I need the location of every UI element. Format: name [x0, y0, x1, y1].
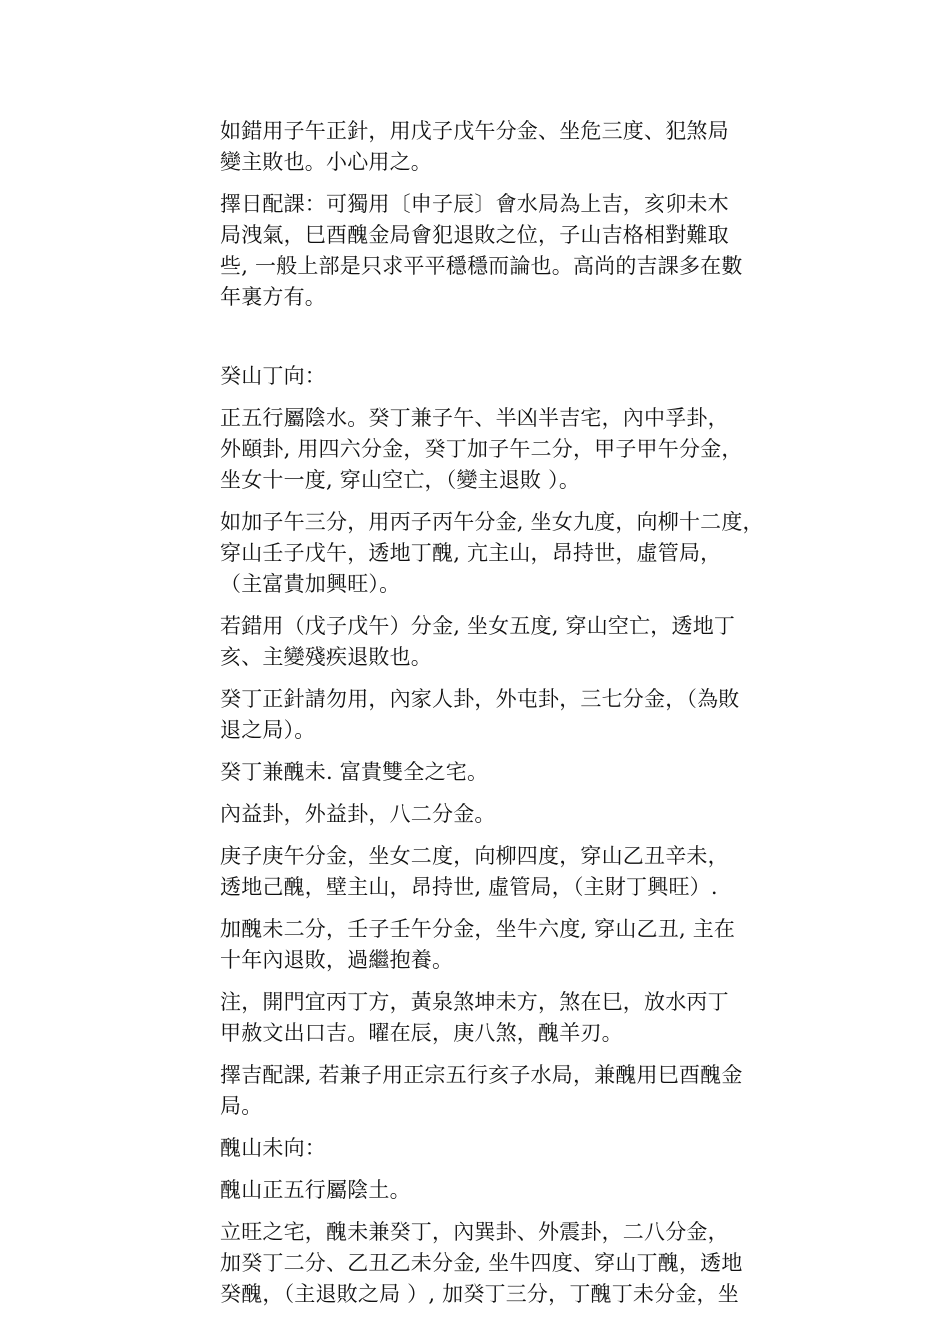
paragraph-10 — [220, 841, 820, 903]
section-heading-gui-shan — [220, 361, 820, 392]
paragraph-4 — [220, 403, 820, 496]
text-line: 癸丁兼醜未. 富貴雙全之宅。 — [220, 760, 489, 784]
text-line: 內益卦，外益卦，八二分金。 — [220, 802, 496, 826]
paragraph-1 — [220, 116, 820, 178]
text-line: 退之局）。 — [220, 718, 316, 742]
paragraph-11 — [220, 914, 820, 976]
text-line: 擇日配課：可獨用〔申子辰〕會水局為上吉，亥卯未木 — [220, 192, 729, 216]
paragraph-9 — [220, 799, 820, 830]
text-line: 癸山丁向： — [220, 364, 326, 388]
text-line: 些, 一般上部是只求平平穩穩而論也。高尚的吉課多在數 — [220, 254, 743, 278]
paragraph-2 — [220, 189, 820, 313]
text-line: 若錯用（戊子戊午）分金, 坐女五度, 穿山空亡，透地丁 — [220, 614, 736, 638]
paragraph-7 — [220, 684, 820, 746]
text-line: 亥、主變殘疾退敗也。 — [220, 645, 432, 669]
text-line: 坐女十一度, 穿山空亡，（變主退敗 ）。 — [220, 468, 581, 492]
text-line: 立旺之宅，醜未兼癸丁，內巽卦、外震卦，二八分金， — [220, 1220, 729, 1244]
paragraph-12 — [220, 987, 820, 1049]
text-line: 加癸丁二分、乙丑乙未分金, 坐牛四度、穿山丁醜，透地 — [220, 1251, 743, 1275]
paragraph-13 — [220, 1060, 820, 1122]
text-line: 如錯用子午正針，用戊子戊午分金、坐危三度、犯煞局 — [220, 119, 729, 143]
text-line: 癸丁正針請勿用，內家人卦，外屯卦，三七分金，（為敗 — [220, 687, 740, 711]
text-line: 局。 — [220, 1094, 263, 1118]
text-line: 穿山壬子戊午，透地丁醜, 亢主山，昂持世，虛管局， — [220, 541, 722, 565]
text-line: （主富貴加興旺）。 — [220, 572, 401, 596]
text-line: 年裏方有。 — [220, 285, 326, 309]
text-line: 癸醜，（主退敗之局 ）, 加癸丁三分，丁醜丁未分金，坐 — [220, 1282, 739, 1306]
text-line: 注，開門宜丙丁方，黃泉煞坤未方，煞在巳，放水丙丁 — [220, 990, 729, 1014]
text-line: 如加子午三分，用丙子丙午分金, 坐女九度，向柳十二度， — [220, 510, 764, 534]
paragraph-16 — [220, 1217, 820, 1310]
text-line: 十年內退敗，過繼抱養。 — [220, 948, 454, 972]
text-line: 局洩氣，巳酉醜金局會犯退敗之位，子山吉格相對難取 — [220, 223, 729, 247]
text-line: 正五行屬陰水。癸丁兼子午、半凶半吉宅，內中孚卦， — [220, 406, 729, 430]
paragraph-5 — [220, 507, 820, 600]
section-spacer — [220, 324, 820, 361]
text-line: 甲赦文出口吉。曜在辰，庚八煞，醜羊刃。 — [220, 1021, 623, 1045]
paragraph-8 — [220, 757, 820, 788]
text-line: 擇吉配課, 若兼子用正宗五行亥子水局，兼醜用巳酉醜金 — [220, 1063, 743, 1087]
text-line: 醜山正五行屬陰土。 — [220, 1178, 411, 1202]
text-line: 加醜未二分，壬子壬午分金，坐牛六度, 穿山乙丑, 主在 — [220, 917, 736, 941]
section-heading-chou-shan — [220, 1133, 820, 1164]
text-line: 庚子庚午分金，坐女二度，向柳四度，穿山乙丑辛未， — [220, 844, 729, 868]
text-line: 變主敗也。小心用之。 — [220, 150, 432, 174]
text-line: 醜山未向： — [220, 1136, 326, 1160]
paragraph-6 — [220, 611, 820, 673]
paragraph-15 — [220, 1175, 820, 1206]
document-page — [220, 116, 820, 1321]
text-line: 外頤卦, 用四六分金，癸丁加子午二分，甲子甲午分金， — [220, 437, 743, 461]
text-line: 透地己醜，壁主山，昂持世, 虛管局，（主財丁興旺）. — [220, 875, 718, 899]
